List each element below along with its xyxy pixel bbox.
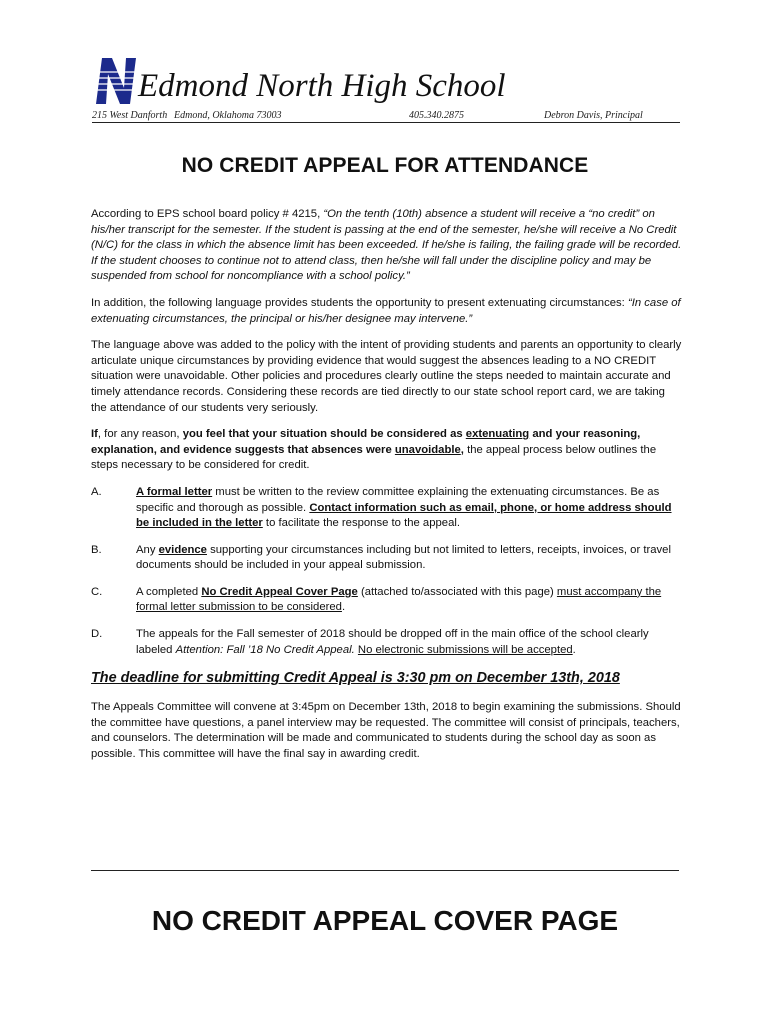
list-marker: B. (91, 543, 102, 556)
page-title: NO CREDIT APPEAL FOR ATTENDANCE (181, 154, 589, 177)
document-body (91, 207, 683, 774)
intent-paragraph: The language above was added to the policy with the intent of providing students and parents an opportunity to clearly articulate unique circumstances by providing evidence that would suggest the absences leading to a NO CREDIT situation were unavoidable. Other policies and procedures clearly outline the steps needed to maintain accurate and timely attendance records. Considering these records are tied directly to our state school report card, we are taking the attendance of our students very seriously. (91, 339, 682, 414)
section-divider (91, 870, 679, 871)
list-marker: C. (91, 585, 103, 598)
extenuating-paragraph: In addition, the following language provides students the opportunity to present extenuating circumstances: “In case of extenuating circumstances, the principal or his/her designee may intervene.” (91, 296, 681, 325)
list-marker: D. (91, 628, 103, 641)
policy-paragraph: According to EPS school board policy # 4215, “On the tenth (10th) absence a student will receive a “no credit” on his/her transcript for the semester. If the student is passing at the end of the semester, he/she will receive a No Credit (N/C) for the class in which the absence limit has been exceeded. If he/she is failing, the failing grade will be recorded. If the student chooses to continue not to attend class, then he/she will fall under the discipline policy and may be suspended from school for noncompliance with a school policy.” (91, 208, 682, 283)
cover-page-title: NO CREDIT APPEAL COVER PAGE (151, 905, 619, 936)
list-marker: A. (91, 485, 102, 498)
phone-number: 405.340.2875 (409, 110, 464, 121)
school-logo (94, 52, 140, 108)
policy-quote: “On the tenth (10th) absence a student will receive a “no credit” on his/her transcript for the semester. If the student is passing at the end of the semester, he/she will receive a No Credit (N/C) for the class in which the absence limit has been exceeded. If he/she is failing, the failing grade will be recorded. If the student chooses to continue not to attend class, then he/she will fall under the discipline policy and may be suspended from school for noncompliance with a school policy.” (91, 208, 682, 283)
list-item: A. A formal letter must be written to the review committee explaining the extenuating circumstances. Be as specific and thorough as possible. Contact information such as email, phone, or home address should be included in the letter to facilitate the response to the appeal. (91, 485, 672, 530)
letterhead-divider (92, 122, 680, 123)
letterhead (92, 50, 680, 124)
school-name: Edmond North High School (138, 68, 506, 104)
extenuating-quote: “In case of extenuating circumstances, the principal or his/her designee may intervene.” (91, 296, 681, 325)
address-street: 215 West Danforth (92, 110, 168, 121)
list-item: D. The appeals for the Fall semester of 2018 should be dropped off in the main office of the school clearly labeled Attention: Fall ’18 No Credit Appeal. No electronic submissions will be accepted. (91, 628, 649, 656)
principal-name: Debron Davis, Principal (544, 110, 643, 121)
deadline-heading: The deadline for submitting Credit Appeal is 3:30 pm on December 13th, 2018 (91, 670, 620, 687)
appeal-conditions-paragraph: If, for any reason, you feel that your situation should be considered as extenuating and your reasoning, explanation, and evidence suggests that absences were unavoidable, the appeal process below outlines the steps necessary to be considered for credit. (91, 428, 657, 472)
list-item: C. A completed No Credit Appeal Cover Page (attached to/associated with this page) must accompany the formal letter submission to be considered. (91, 585, 662, 614)
list-item: B. Any evidence supporting your circumstances including but not limited to letters, receipts, invoices, or travel documents should be included in your appeal submission. (91, 543, 671, 572)
appeal-steps-list (91, 485, 683, 658)
committee-paragraph: The Appeals Committee will convene at 3:45pm on December 13th, 2018 to begin examining the submissions. Should the committee have questions, a panel interview may be requested. The committee will consist of principals, teachers, and counselors. The determination will be made and communicated to students during the school day as soon as possible. This committee will have the final say in awarding credit. (91, 701, 681, 761)
address-city: Edmond, Oklahoma 73003 (174, 110, 282, 121)
